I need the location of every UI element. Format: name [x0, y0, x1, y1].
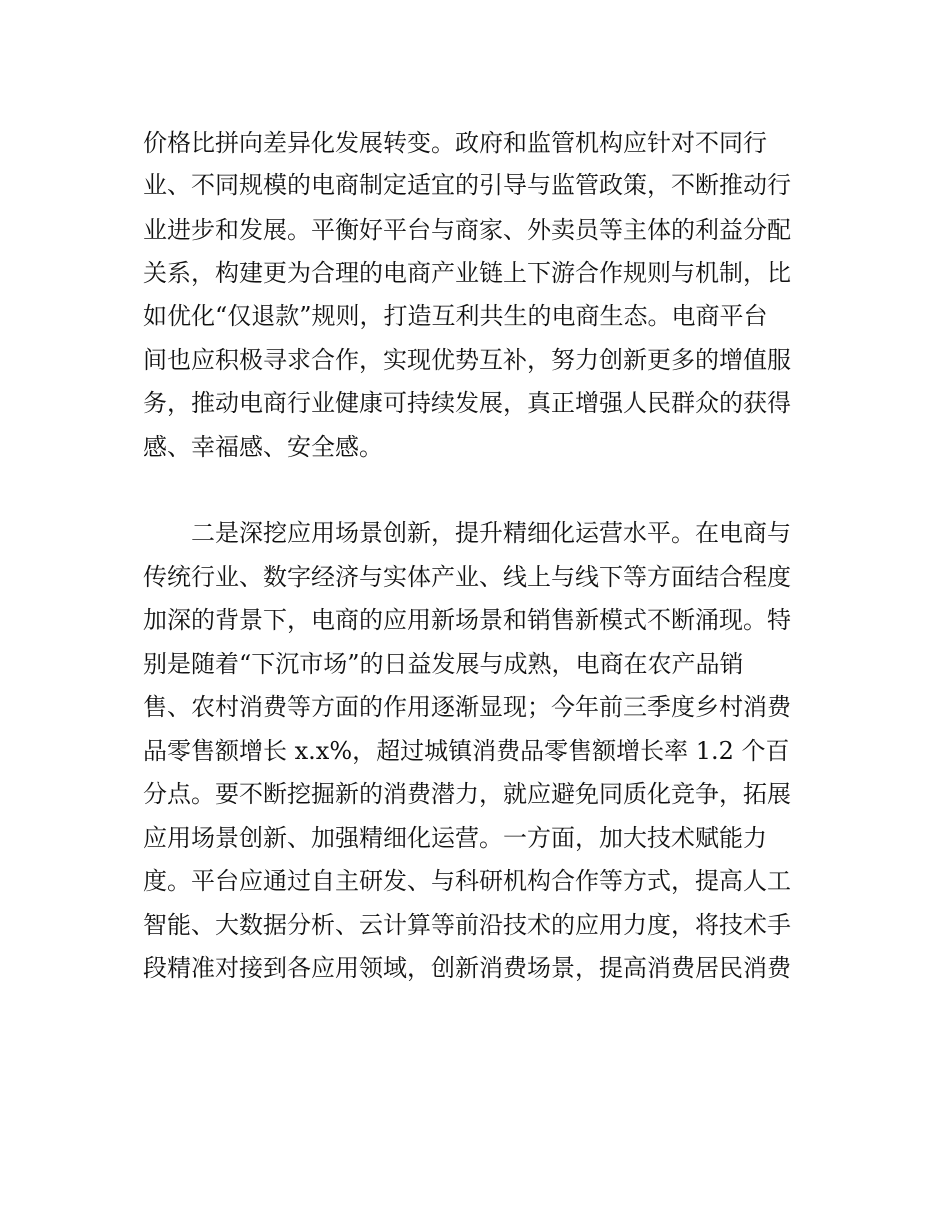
text-line: 智能、大数据分析、云计算等前沿技术的应用力度，将技术手	[143, 911, 791, 939]
text-line: 传统行业、数字经济与实体产业、线上与线下等方面结合程度	[143, 563, 791, 591]
text-line: 应用场景创新、加强精细化运营。一方面，加大技术赋能力	[143, 824, 767, 852]
text-line: 间也应积极寻求合作，实现优势互补，努力创新更多的增值服	[143, 346, 791, 374]
text-line: 务，推动电商行业健康可持续发展，真正增强人民群众的获得	[143, 389, 791, 417]
text-line: 段精准对接到各应用领域，创新消费场景，提高消费居民消费	[143, 954, 791, 982]
text-line: 度。平台应通过自主研发、与科研机构合作等方式，提高人工	[143, 867, 791, 895]
text-line: 二是深挖应用场景创新，提升精细化运营水平。在电商与	[191, 519, 791, 547]
text-line: 业进步和发展。平衡好平台与商家、外卖员等主体的利益分配	[143, 216, 791, 244]
text-line: 分点。要不断挖掘新的消费潜力，就应避免同质化竞争，拓展	[143, 780, 791, 808]
text-line: 加深的背景下，电商的应用新场景和销售新模式不断涌现。特	[143, 606, 791, 634]
text-line: 别是随着“下沉市场”的日益发展与成熟，电商在农产品销	[143, 650, 744, 678]
text-line: 业、不同规模的电商制定适宜的引导与监管政策，不断推动行	[143, 171, 791, 199]
text-line: 关系，构建更为合理的电商产业链上下游合作规则与机制，比	[143, 259, 791, 287]
text-line: 价格比拼向差异化发展转变。政府和监管机构应针对不同行	[143, 129, 767, 157]
text-line: 感、幸福感、安全感。	[143, 433, 383, 461]
text-line: 售、农村消费等方面的作用逐渐显现；今年前三季度乡村消费	[143, 693, 791, 721]
text-line: 品零售额增长 x.x%，超过城镇消费品零售额增长率 1.2 个百	[143, 737, 790, 765]
text-line: 如优化“仅退款”规则，打造互利共生的电商生态。电商平台	[143, 302, 768, 330]
